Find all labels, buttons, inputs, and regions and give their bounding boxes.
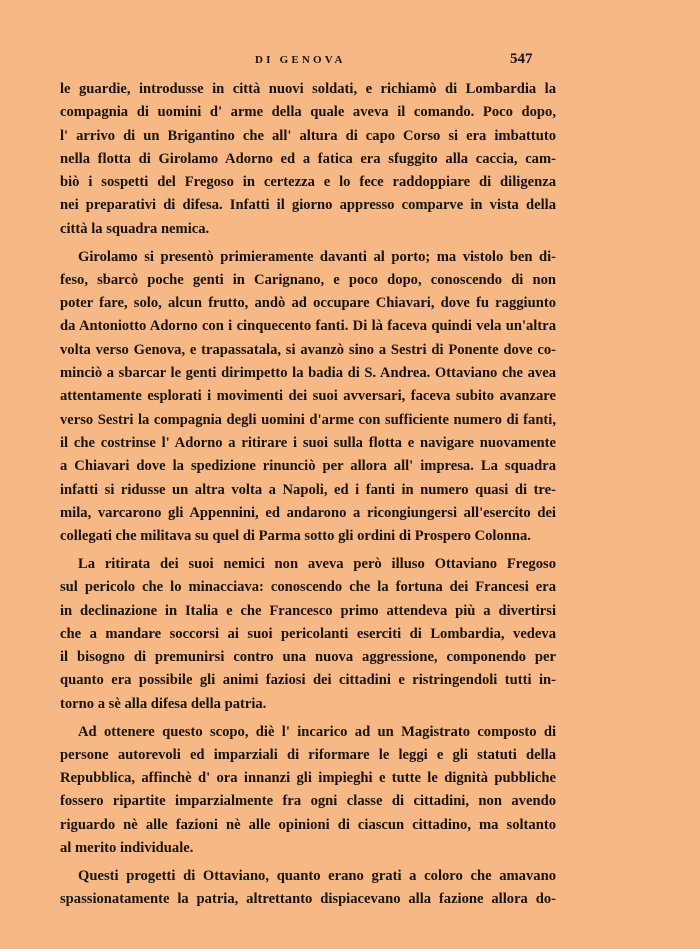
text-line: La ritirata dei suoi nemici non aveva però illuso Ottaviano Fregoso [78, 555, 556, 572]
text-line: compagnia di uomini d' arme della quale aveva il comando. Poco dopo, [60, 104, 556, 121]
paragraph [60, 553, 556, 716]
paragraph [60, 865, 556, 912]
text-line: nella flotta di Girolamo Adorno ed a fatica era sfuggito alla caccia, cam- [60, 150, 556, 167]
text-line: al merito individuale. [60, 840, 194, 856]
text-line: persone autorevoli ed imparziali di riformare le leggi e gli statuti della [60, 746, 556, 763]
text-line: torno a sè alla difesa della patria. [60, 695, 267, 712]
text-line: il bisogno di premunirsi contro una nuova aggressione, componendo per [60, 649, 556, 666]
running-title: DI GENOVA [255, 54, 346, 66]
text-line: nei preparativi di difesa. Infatti il giorno appresso comparve in vista della [60, 197, 556, 214]
text-line: il che costrinse l' Adorno a ritirare i suoi sulla flotta e navigare nuovamente [60, 434, 556, 451]
text-line: infatti si ridusse un altra volta a Napoli, ed i fanti in numero quasi di tre- [60, 481, 556, 498]
running-head [0, 52, 700, 72]
paragraph [60, 78, 556, 241]
text-line: attentamente esplorati i movimenti dei suoi avversari, faceva subito avanzare [60, 388, 556, 405]
text-line: mila, varcarono gli Appennini, ed andarono a ricongiungersi all'esercito dei [60, 504, 556, 521]
text-line: verso Sestri la compagnia degli uomini d'arme con sufficiente numero di fanti, [60, 411, 556, 428]
text-line: feso, sbarcò poche genti in Carignano, e poco dopo, conoscendo di non [60, 271, 556, 288]
text-line: Girolamo si presentò primieramente davanti al porto; ma vistolo ben di- [78, 248, 556, 265]
body-text [60, 78, 556, 911]
text-line: in declinazione in Italia e che Francesco primo attendeva più a divertirsi [60, 602, 556, 619]
text-line: minciò a sbarcar le genti dirimpetto la badia di S. Andrea. Ottaviano che avea [60, 365, 556, 382]
text-line: collegati che militava su quel di Parma sotto gli ordini di Prospero Colonna. [60, 528, 531, 545]
text-line: poter fare, solo, alcun frutto, andò ad occupare Chiavari, dove fu raggiunto [60, 295, 556, 312]
text-line: volta verso Genova, e trapassatala, si avanzò sino a Sestri di Ponente dove co- [60, 341, 556, 358]
text-line: che a mandare soccorsi ai suoi pericolanti eserciti di Lombardia, vedeva [60, 625, 556, 642]
text-line: a Chiavari dove la spedizione rinunciò per allora all' impresa. La squadra [60, 458, 556, 475]
text-line: Ad ottenere questo scopo, diè l' incarico ad un Magistrato composto di [78, 723, 556, 740]
text-line: sul pericolo che lo minacciava: conoscendo che la fortuna dei Francesi era [60, 579, 556, 596]
text-line: città la squadra nemica. [60, 220, 210, 237]
text-line: Repubblica, affinchè d' ora innanzi gli impieghi e tutte le dignità pubbliche [60, 770, 556, 787]
text-line: riguardo nè alle fazioni nè alle opinioni di ciascun cittadino, ma soltanto [60, 816, 556, 833]
text-line: quanto era possibile gli animi faziosi dei cittadini e ristringendoli tutti in- [60, 672, 556, 689]
text-line: biò i sospetti del Fregoso in certezza e lo fece raddoppiare di diligenza [60, 174, 556, 191]
text-line: spassionatamente la patria, altrettanto dispiacevano alla fazione allora do- [60, 891, 556, 908]
text-line: Questi progetti di Ottaviano, quanto erano grati a coloro che amavano [78, 867, 556, 884]
paragraph [60, 721, 556, 861]
page-number: 547 [510, 51, 533, 67]
text-line: l' arrivo di un Brigantino che all' altura di capo Corso si era imbattuto [60, 127, 556, 144]
text-line: fossero ripartite imparzialmente fra ogni classe di cittadini, non avendo [60, 793, 556, 810]
text-line: le guardie, introdusse in città nuovi soldati, e richiamò di Lombardia la [60, 81, 556, 97]
paragraph [60, 246, 556, 549]
text-line: da Antoniotto Adorno con i cinquecento fanti. Di là faceva quindi vela un'altra [60, 318, 556, 335]
